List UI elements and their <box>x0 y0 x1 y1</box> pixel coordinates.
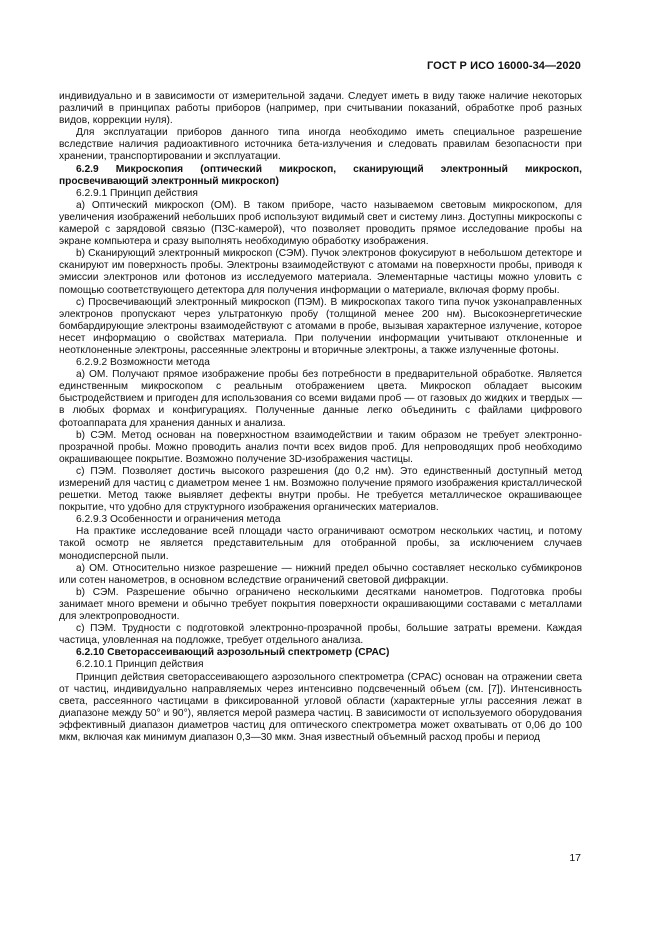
paragraph: b) СЭМ. Разрешение обычно ограничено несколькими десятками нанометров. Подготовка пробы занимает много времени и обычно требует покрытия поверхности окрашивающими составами с металлами для электропроводности. <box>59 586 582 623</box>
paragraph: c) ПЭМ. Трудности с подготовкой электронно-прозрачной пробы, большие затраты времени. Каждая частица, уловленная на подложке, требует отдельного анализа. <box>59 623 582 647</box>
paragraph: a) Оптический микроскоп (ОМ). В таком приборе, часто называемом световым микроскопом, для увеличения изображений небольших проб используют видимый свет и систему линз. Доступны микроскопы с камерой с зарядовой связью (ПЗС-камерой), что позволяет проводить прямое исследование пробы на экране компьютера и сразу выполнять необходимую обработку изображения. <box>59 199 582 248</box>
paragraph: a) ОМ. Получают прямое изображение пробы без потребности в предварительной обработке. Является единственным микроскопом с реальным отображением цвета. Микроскоп обладает высоким быстродействием и пригоден для использования со всеми видами проб — от газовых до жидких и твердых — в любых формах и конфигурациях. Полученные данные легко объединить с файлами цифрового фотоаппарата для хранения данных и анализа. <box>59 369 583 429</box>
document-body <box>59 91 582 744</box>
paragraph: На практике исследование всей площади часто ограничивают осмотром нескольких частиц, и потому такой осмотр не является представительным для отобранной пробы, за исключением случаев монодисперсной пыли. <box>59 526 582 562</box>
paragraph: 6.2.9.3 Особенности и ограничения метода <box>76 514 281 526</box>
section-heading: 6.2.9 Микроскопия (оптический микроскоп, сканирующий электронный микроскоп, просвечивающий электронный микроскоп) <box>59 163 582 187</box>
paragraph: c) Просвечивающий электронный микроскоп (ПЭМ). В микроскопах такого типа пучок узконаправленных электронов пропускают через ультратонкую пробу (толщиной менее 200 нм). Высокоэнергетические бомбардирующие электроны взаимодействуют с атомами в пробе, вызывая характерное излучение, которое несет информацию о свойствах материала. При получении информации учитывают отклоненные и неотклоненные электроны, рассеянные электроны и вторичные электроны, а также излученные фотоны. <box>59 296 582 356</box>
paragraph: 6.2.10.1 Принцип действия <box>76 659 204 671</box>
paragraph: b) СЭМ. Метод основан на поверхностном взаимодействии и таким образом не требует электронно-прозрачной пробы. Можно проводить анализ почти всех видов проб. Для непроводящих проб необходимо окрашивающее покрытие. Возможно получение 3D-изображения частицы. <box>59 429 582 465</box>
paragraph: a) ОМ. Относительно низкое разрешение — нижний предел обычно составляет несколько субмикронов или сотен нанометров, в основном вследствие ограничений световой дифракции. <box>59 562 582 586</box>
paragraph: Принцип действия светорассеивающего аэрозольного спектрометра (СРАС) основан на отражении света от частиц, индивидуально направляемых через интенсивно подсвеченный объем (см. [7]). Интенсивность света, рассеянного частицами в фиксированной угловой области (характерные углы рассеяния лежат в диапазоне между 50° и 90°), является мерой размера частиц. В зависимости от используемого оборудования эффективный диапазон диаметров частиц для оптического спектрометра может охватывать от 0,06 до 100 мкм, включая как минимум диапазон 0,3—30 мкм. Зная известный объемный расход пробы и период <box>59 671 582 743</box>
paragraph: индивидуально и в зависимости от измерительной задачи. Следует иметь в виду также наличие некоторых различий в принципах работы приборов (например, при считывании показаний, обработке проб разных видов, коррекции нуля). <box>59 91 582 127</box>
section-heading: 6.2.10 Светорассеивающий аэрозольный спектрометр (СРАС) <box>76 647 390 659</box>
paragraph: 6.2.9.1 Принцип действия <box>76 187 198 199</box>
paragraph: c) ПЭМ. Позволяет достичь высокого разрешения (до 0,2 нм). Это единственный доступный метод измерений для частиц с диаметром менее 1 нм. Возможно получение прямого изображения кристаллической решетки. Метод также выявляет дефекты внутри пробы. Не требуется металлическое окрашивающее покрытие, что удобно для структурного изображения органических материалов. <box>59 465 582 514</box>
paragraph: Для эксплуатации приборов данного типа иногда необходимо иметь специальное разрешение вследствие наличия радиоактивного источника бета-излучения и следовать правилам безопасности при хранении, транспортировании и эксплуатации. <box>59 127 582 163</box>
standard-header: ГОСТ Р ИСО 16000-34—2020 <box>426 60 581 72</box>
page-number: 17 <box>569 852 581 864</box>
paragraph: 6.2.9.2 Возможности метода <box>76 357 210 369</box>
paragraph: b) Сканирующий электронный микроскоп (СЭМ). Пучок электронов фокусируют в небольшом детекторе и сканируют им поверхность пробы. Электроны взаимодействуют с атомами на поверхности пробы, приводя к эмиссии электронов или фотонов из исследуемого материала. Элементарные частицы можно уловить с помощью соответствующего детектора для получения информации о материале, включая форму пробы. <box>59 248 582 296</box>
